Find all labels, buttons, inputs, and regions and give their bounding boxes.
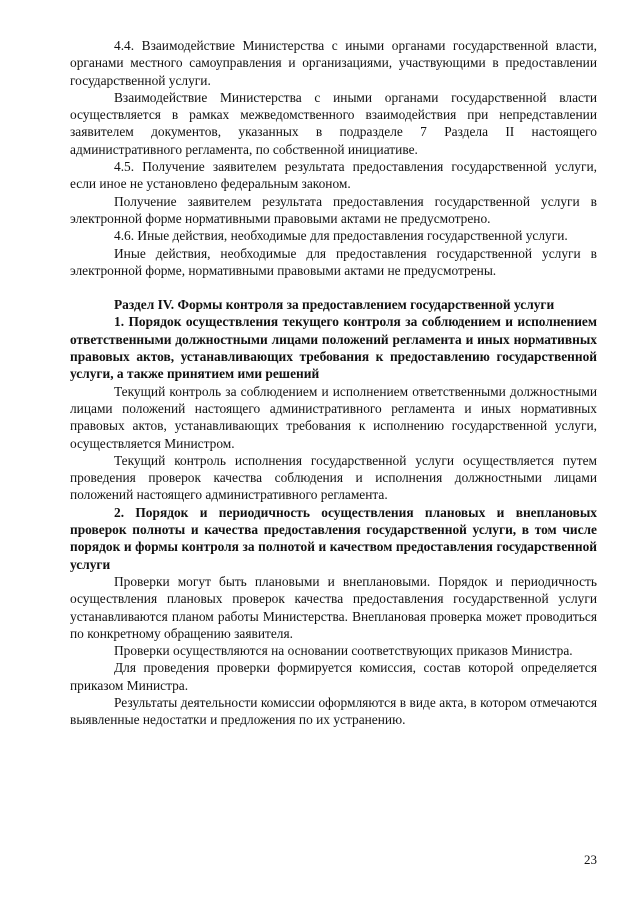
page-number: 23 [584,852,597,867]
paragraph-other-actions: Иные действия, необходимые для предоставления государственной услуги в электронной форме, нормативными правовыми актами не предусмотрены. [70,245,597,278]
paragraph-4-6: 4.6. Иные действия, необходимые для предоставления государственной услуги. [114,228,568,244]
paragraph-commission: Для проведения проверки формируется комиссия, состав которой определяется приказом Министра. [70,660,597,693]
paragraph-inspections-basis: Проверки осуществляются на основании соответствующих приказов Министра. [114,643,573,659]
subsection-heading-2: 2. Порядок и периодичность осуществления плановых и внеплановых проверок полноты и качества предоставления государственной услуги, в том числе порядок и формы контроля за полнотой и качеством предоставления государственной услуги [70,504,597,572]
section-heading: Раздел IV. Формы контроля за предоставлением государственной услуги [114,297,555,313]
paragraph-inspections: Проверки могут быть плановыми и внеплановыми. Порядок и периодичность осуществления плановых проверок качества предоставления государственной услуги устанавливаются планом работы Министерства. Внеплановая проверка может проводиться по конкретному обращению заявителя. [70,573,597,641]
paragraph-interaction: Взаимодействие Министерства с иными органами государственной власти осуществляется в рамках межведомственного взаимодействия при непредставлении заявителем документов, указанных в подразделе 7 Раздела II настоящего административного регламента, по собственной инициативе. [70,89,597,157]
paragraph-4-4: 4.4. Взаимодействие Министерства с иными органами государственной власти, органами местного самоуправления и организациями, участвующими в предоставлении государственной услуги. [70,38,597,88]
paragraph-result-electronic: Получение заявителем результата предоставления государственной услуги в электронной форме нормативными правовыми актами не предусмотрено. [70,193,597,226]
paragraph-commission-results: Результаты деятельности комиссии оформляются в виде акта, в котором отмечаются выявленные недостатки и предложения по их устранению. [70,694,597,728]
paragraph-4-5: 4.5. Получение заявителем результата предоставления государственной услуги, если иное не установлено федеральным законом. [70,159,597,192]
subsection-heading-1: 1. Порядок осуществления текущего контроля за соблюдением и исполнением ответственными должностными лицами положений регламента и иных нормативных правовых актов, устанавливающих требования к предоставлению государственной услуги, а также принятием ими решений [70,314,597,382]
paragraph-current-control-method: Текущий контроль исполнения государственной услуги осуществляется путем проведения проверок качества соблюдения и исполнения должностными лицами положений настоящего административного регламента. [70,452,597,503]
paragraph-current-control: Текущий контроль за соблюдением и исполнением ответственными должностными лицами положений настоящего административного регламента и иных нормативных правовых актов, устанавливающих требования к исполнению государственной услуги, осуществляется Министром. [70,383,597,451]
